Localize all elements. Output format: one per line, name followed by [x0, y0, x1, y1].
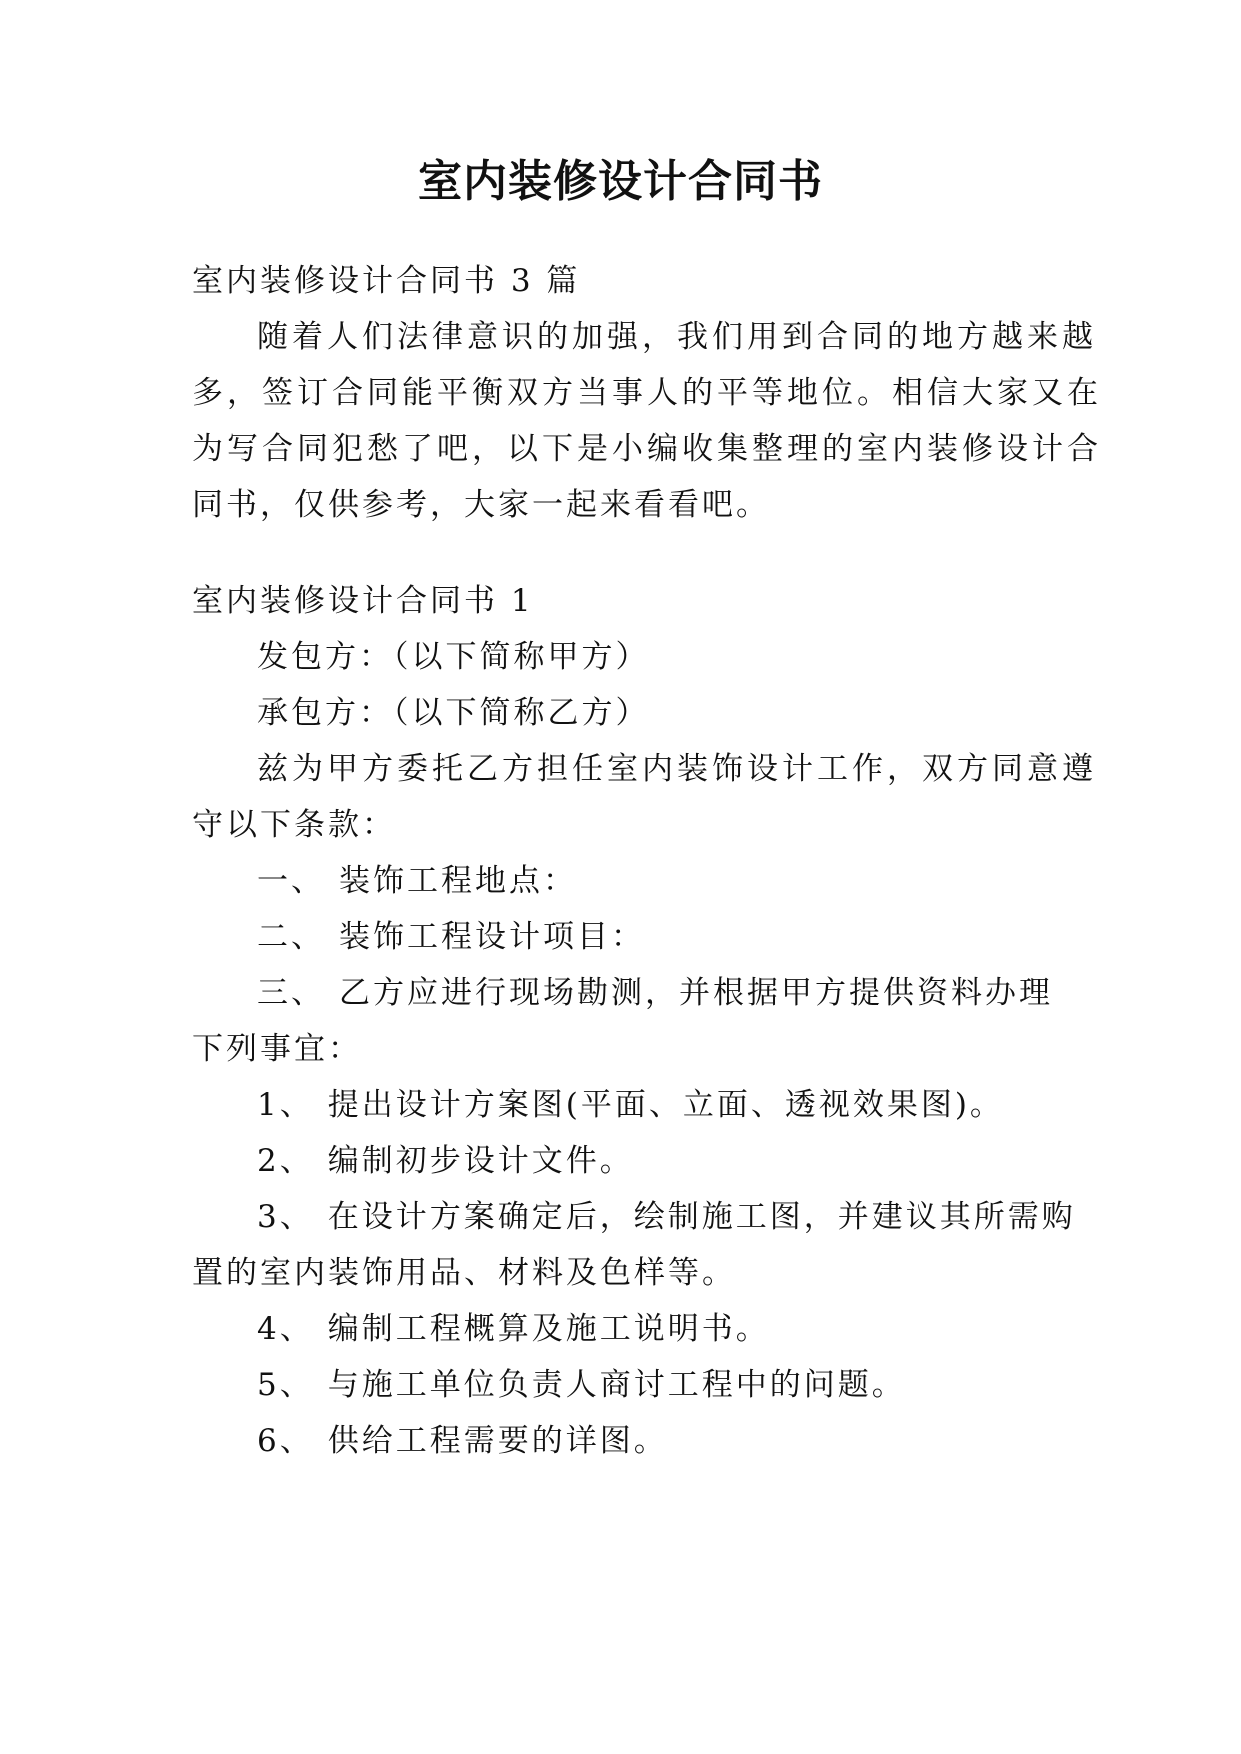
- item-text: 提出设计方案图(平面、立面、透视效果图)。: [327, 1087, 1004, 1123]
- item-number: 2、: [257, 1143, 314, 1179]
- item-text: 供给工程需要的详图。: [327, 1423, 668, 1459]
- item-text: 编制工程概算及施工说明书。: [327, 1311, 770, 1347]
- clause-number: 一、: [257, 863, 325, 899]
- party-b: 承包方：（以下简称乙方）: [257, 695, 650, 731]
- item-number: 4、: [257, 1311, 314, 1347]
- clause-1: [257, 858, 577, 904]
- intro-line-1: 随着人们法律意识的加强，我们用到合同的地方越来越: [257, 319, 1097, 355]
- document-title: 室内装修设计合同书: [418, 156, 823, 207]
- item-5: [257, 1362, 906, 1408]
- item-6: [257, 1418, 668, 1464]
- item-3: [257, 1194, 1076, 1240]
- item-2: [257, 1138, 634, 1184]
- item-number: 1、: [257, 1087, 314, 1123]
- item-number: 3、: [257, 1199, 314, 1235]
- item-number: 5、: [257, 1367, 314, 1403]
- document-heading: 室内装修设计合同书 3 篇: [192, 263, 581, 299]
- item-text: 在设计方案确定后，绘制施工图，并建议其所需购: [327, 1199, 1076, 1235]
- preamble-line-2: 守以下条款：: [192, 807, 396, 843]
- clause-text: 装饰工程地点：: [339, 863, 577, 899]
- item-4: [257, 1306, 770, 1352]
- party-a: 发包方：（以下简称甲方）: [257, 639, 650, 675]
- intro-line-4: 同书，仅供参考，大家一起来看看吧。: [192, 487, 770, 523]
- item-text: 与施工单位负责人商讨工程中的问题。: [327, 1367, 906, 1403]
- clause-3-continuation: 下列事宜：: [192, 1031, 362, 1067]
- clause-3: [257, 970, 1053, 1016]
- item-1: [257, 1082, 1004, 1128]
- item-number: 6、: [257, 1423, 314, 1459]
- clause-number: 三、: [257, 975, 325, 1011]
- clause-number: 二、: [257, 919, 325, 955]
- clause-2: [257, 914, 645, 960]
- section-title: 室内装修设计合同书 1: [192, 583, 534, 619]
- preamble-line-1: 兹为甲方委托乙方担任室内装饰设计工作，双方同意遵: [257, 751, 1097, 787]
- clause-text: 乙方应进行现场勘测，并根据甲方提供资料办理: [339, 975, 1053, 1011]
- item-3-continuation: 置的室内装饰用品、材料及色样等。: [192, 1255, 736, 1291]
- intro-line-3: 为写合同犯愁了吧，以下是小编收集整理的室内装修设计合: [192, 431, 1102, 467]
- intro-line-2: 多，签订合同能平衡双方当事人的平等地位。相信大家又在: [192, 375, 1102, 411]
- item-text: 编制初步设计文件。: [327, 1143, 634, 1179]
- clause-text: 装饰工程设计项目：: [339, 919, 645, 955]
